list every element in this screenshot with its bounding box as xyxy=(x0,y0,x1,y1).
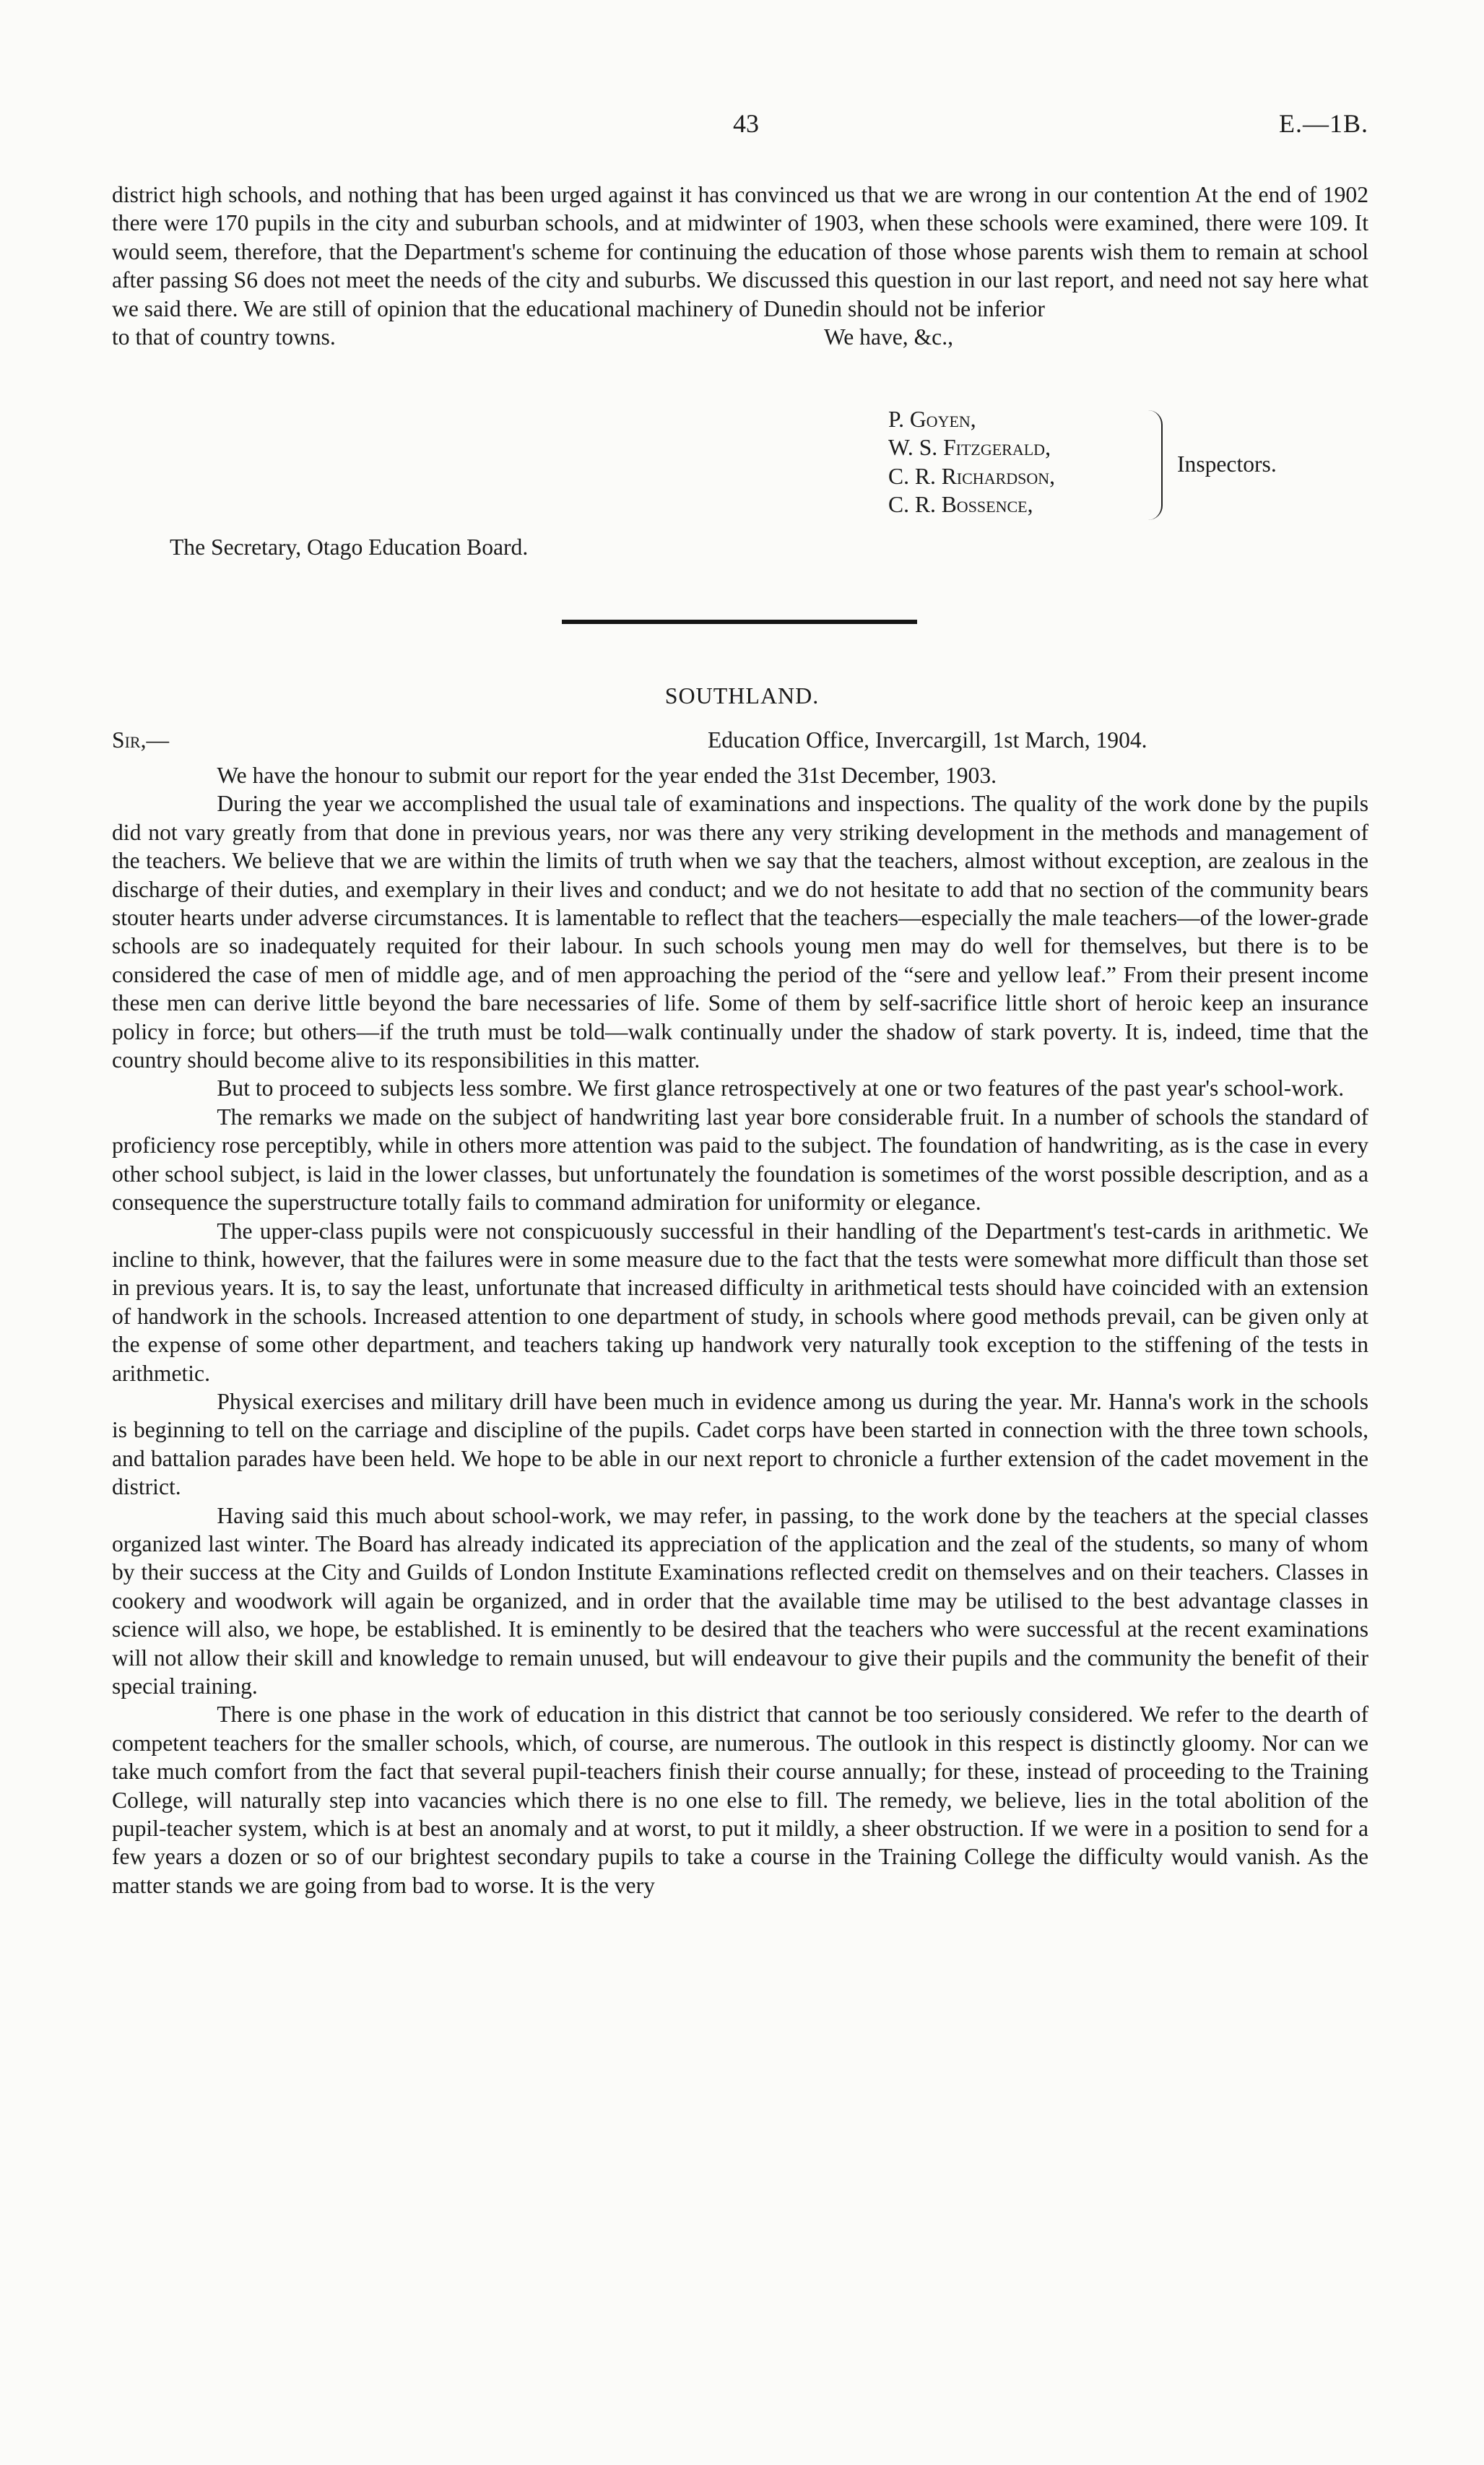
signatories xyxy=(888,405,1055,519)
signatory: C. R. Bossence, xyxy=(888,492,1033,518)
page-header xyxy=(112,108,1368,152)
signatories-role: Inspectors. xyxy=(1177,451,1277,477)
document-code: E.—1B. xyxy=(1278,109,1368,138)
closing-line xyxy=(112,323,1368,351)
signatories-brace xyxy=(1148,410,1163,520)
page-number: 43 xyxy=(733,109,759,138)
southland-report-body xyxy=(112,761,1368,1899)
report-paragraph: The remarks we made on the subject of handwriting last year bore considerable fruit. In a number of schools the standard of proficiency rose perceptibly, while in others more attention was paid to the subject. The foundation of handwriting, as is the case in every other school subject, is laid in the lower classes, but unfortunately the foundation is sometimes of the worst possible description, and as a consequence the superstructure totally fails to command admiration for uniformity or elegance. xyxy=(112,1104,1368,1216)
otago-paragraph: district high schools, and nothing that has been urged against it has convinced us that we are wrong in our contention At the end of 1902 there were 170 pupils in the city and suburban schools, and at midwinter of 1903, when these schools were examined, there were 109. It would seem, therefore, that the Department's scheme for continuing the education of those whose parents wish them to remain at school after passing S6 does not meet the needs of the city and suburbs. We discussed this question in our last report, and need not say here what we said there. We are still of opinion that the educational machinery of Dunedin should not be inferior xyxy=(112,182,1368,321)
closing-salutation: We have, &c., xyxy=(823,324,953,350)
addressee: The Secretary, Otago Education Board. xyxy=(170,534,529,560)
otago-closing-paragraph xyxy=(112,181,1368,351)
section-title: SOUTHLAND. xyxy=(664,683,820,709)
report-paragraph: Having said this much about school-work, we may refer, in passing, to the work done by the teachers at the special classes organized last winter. The Board has already indicated its appreciation of the application and the zeal of the students, so many of whom by their success at the City and Guilds of London Institute Examinations reflected credit on themselves and on their teachers. Classes in cookery and woodwork will again be organized, and in order that the available time may be utilised to the best advantage classes in science will also, we hope, be established. It is eminently to be desired that the teachers who were successful at the recent examinations will not allow their skill and knowledge to remain unused, but will endeavour to give their pupils and the community the benefit of their special training. xyxy=(112,1502,1368,1699)
signatory: W. S. Fitzgerald, xyxy=(888,435,1051,461)
report-paragraph: But to proceed to subjects less sombre. We first glance retrospectively at one or two features of the past year's school-work. xyxy=(217,1075,1345,1101)
report-paragraph: We have the honour to submit our report for the year ended the 31st December, 1903. xyxy=(217,763,997,788)
salutation: Sir,— xyxy=(112,727,170,753)
address-line: Education Office, Invercargill, 1st March, 1904. xyxy=(708,727,1147,753)
closing-line-left: to that of country towns. xyxy=(112,324,336,350)
report-paragraph: Physical exercises and military drill have been much in evidence among us during the year. Mr. Hanna's work in the schools is beginning to tell on the carriage and discipline of the pupils. Cadet corps have been started in connection with the three town schools, and battalion parades have been held. We hope to be able in our next report to chronicle a further extension of the cadet movement in the district. xyxy=(112,1388,1368,1500)
report-paragraph: There is one phase in the work of education in this district that cannot be too seriously considered. We refer to the dearth of competent teachers for the smaller schools, which, of course, are numerous. The outlook in this respect is distinctly gloomy. Nor can we take much comfort from the fact that several pupil-teachers finish their course annually; for these, instead of proceeding to the Training College, will naturally step into vacancies which there is no one else to fill. The remedy, we believe, lies in the total abolition of the pupil-teacher system, which is at best an anomaly and at worst, to put it mildly, a sheer obstruction. If we were in a position to send for a few years a dozen or so of our brightest secondary pupils to take a course in the Training College the difficulty would vanish. As the matter stands we are going from bad to worse. It is the very xyxy=(112,1702,1368,1898)
report-paragraph: The upper-class pupils were not conspicuously successful in their handling of the Department's test-cards in arithmetic. We incline to think, however, that the failures were in some measure due to the fact that the tests were somewhat more difficult than those set in previous years. It is, to say the least, unfortunate that increased difficulty in arithmetical tests should have coincided with an extension of handwork in the schools. Increased attention to one department of study, in schools where good methods prevail, can be given only at the expense of some other department, and teachers taking up handwork very naturally took exception to the stiffening of the tests in arithmetic. xyxy=(112,1218,1368,1386)
section-divider xyxy=(562,620,917,624)
signatory: C. R. Richardson, xyxy=(888,463,1056,489)
signatory: P. Goyen, xyxy=(888,407,976,432)
report-paragraph: During the year we accomplished the usual tale of examinations and inspections. The quality of the work done by the pupils did not vary greatly from that done in previous years, nor was there any very striking development in the methods and management of the teachers. We believe that we are within the limits of truth when we say that the teachers, almost without exception, are zealous in the discharge of their duties, and exemplary in their lives and conduct; and we do not hesitate to add that no section of the community bears stouter hearts under adverse circumstances. It is lamentable to reflect that the teachers—especially the male teachers—of the lower-grade schools are so inadequately requited for their labour. In such schools young men may do well for themselves, but there is to be considered the case of men of middle age, and of men approaching the period of the “sere and yellow leaf.” From their present income these men can derive little beyond the bare necessaries of life. Some of them by self-sacrifice little short of heroic keep an insurance policy in force; but others—if the truth must be told—walk continually under the shadow of stark poverty. It is, indeed, time that the country should become alive to its responsibilities in this matter. xyxy=(112,791,1368,1073)
